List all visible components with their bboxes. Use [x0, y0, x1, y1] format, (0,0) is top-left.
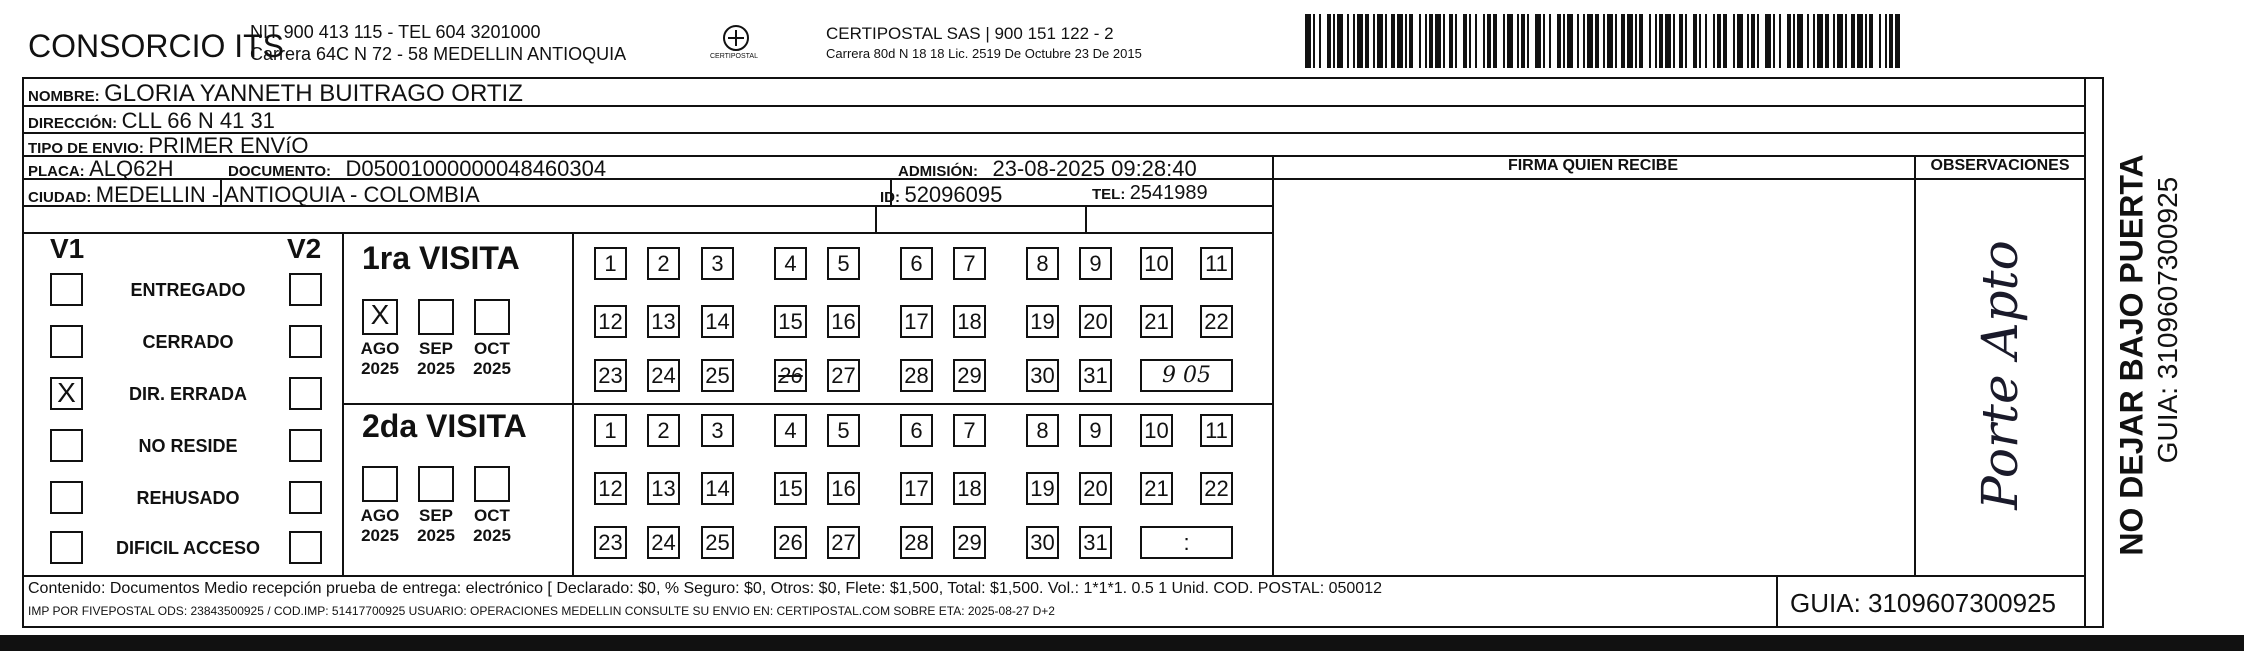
barcode-bar [1503, 14, 1505, 68]
day-box[interactable]: 3 [701, 414, 734, 447]
logo-text: CERTIPOSTAL [710, 53, 758, 60]
barcode-bar [1475, 14, 1477, 68]
barcode-bar [1793, 14, 1795, 68]
observations-header: OBSERVACIONES [1930, 157, 2070, 174]
barcode-bar [1779, 14, 1781, 68]
day-box[interactable]: 9 [1079, 414, 1112, 447]
day-box[interactable]: 26 [774, 359, 807, 392]
month-name: SEP [418, 506, 454, 525]
barcode-bar [1463, 14, 1467, 68]
day-box[interactable]: 19 [1026, 305, 1059, 338]
month-name: OCT [474, 506, 510, 525]
day-box[interactable]: 15 [774, 305, 807, 338]
barcode-bar [1587, 14, 1593, 68]
barcode-bar [1837, 14, 1843, 68]
barcode-bar [1885, 14, 1887, 68]
day-box[interactable]: 19 [1026, 472, 1059, 505]
footer-guide: GUIA: 3109607300925 [1790, 588, 2056, 618]
day-box[interactable]: 14 [701, 305, 734, 338]
barcode-bar [1833, 14, 1835, 68]
admission-value: 23-08-2025 09:28:40 [992, 156, 1197, 181]
month-year: 2025 [361, 359, 399, 378]
day-box[interactable]: 15 [774, 472, 807, 505]
barcode-bar [1535, 14, 1541, 68]
month-year: 2025 [473, 526, 511, 545]
day-box[interactable]: 31 [1079, 526, 1112, 559]
day-box[interactable]: 17 [900, 472, 933, 505]
address-field: DIRECCIÓN: CLL 66 N 41 31 [28, 108, 275, 133]
status-label: NO RESIDE [138, 436, 238, 456]
day-box[interactable]: 21 [1140, 472, 1173, 505]
v2-checkbox[interactable] [289, 377, 322, 410]
handwritten-observation: Porte Apto [1971, 240, 2029, 510]
day-box[interactable]: 4 [774, 414, 807, 447]
barcode-bar [1639, 14, 1643, 68]
barcode-bar [1673, 14, 1675, 68]
barcode-bar [1813, 14, 1815, 68]
day-box[interactable]: 28 [900, 359, 933, 392]
barcode-bar [1397, 14, 1403, 68]
month-year: 2025 [361, 526, 399, 545]
admission-field: ADMISIÓN: 23-08-2025 09:28:40 [898, 156, 1197, 181]
month-label [355, 339, 405, 379]
name-field: NOMBRE: GLORIA YANNETH BUITRAGO ORTIZ [28, 80, 523, 107]
barcode-bar [1305, 14, 1311, 68]
barcode-bar [1737, 14, 1743, 68]
v2-checkbox[interactable] [289, 531, 322, 564]
v2-checkbox[interactable] [289, 429, 322, 462]
v1-checkbox[interactable] [50, 325, 83, 358]
barcode-bar [1353, 14, 1355, 68]
time-box[interactable]: 9 05 [1140, 359, 1233, 392]
barcode-bar [1419, 14, 1421, 68]
barcode-bar [1357, 14, 1363, 68]
recipient-name: GLORIA YANNETH BUITRAGO ORTIZ [104, 80, 523, 107]
day-box[interactable]: 27 [827, 526, 860, 559]
day-box[interactable]: 12 [594, 472, 627, 505]
barcode-bar [1493, 14, 1497, 68]
day-box[interactable]: 23 [594, 526, 627, 559]
barcode-bar [1627, 14, 1633, 68]
barcode-bar [1435, 14, 1441, 68]
frame-divider [2084, 77, 2086, 628]
day-box[interactable]: 18 [953, 305, 986, 338]
day-box[interactable]: 22 [1200, 305, 1233, 338]
day-box[interactable]: 30 [1026, 526, 1059, 559]
day-box[interactable]: 8 [1026, 414, 1059, 447]
day-box[interactable]: 27 [827, 359, 860, 392]
day-box[interactable]: 3 [701, 247, 734, 280]
barcode-bar [1521, 14, 1525, 68]
barcode-bar [1313, 14, 1315, 68]
day-box[interactable]: 10 [1140, 247, 1173, 280]
barcode-bar [1577, 14, 1579, 68]
v2-checkbox[interactable] [289, 481, 322, 514]
barcode-bar [1567, 14, 1573, 68]
status-label: REHUSADO [136, 488, 240, 508]
barcode-bar [1879, 14, 1881, 68]
barcode-bar [1391, 14, 1395, 68]
barcode-bar [1659, 14, 1663, 68]
day-box[interactable]: 24 [647, 359, 680, 392]
month-year: 2025 [417, 526, 455, 545]
month-checkbox[interactable] [474, 466, 510, 502]
barcode-bar [1865, 14, 1867, 68]
status-label: DIR. ERRADA [128, 384, 247, 404]
barcode-bar [1327, 14, 1331, 68]
shipment-type: PRIMER ENVíO [148, 133, 309, 158]
barcode-bar [1595, 14, 1599, 68]
side-guide: GUIA: 3109607300925 [2152, 176, 2183, 464]
barcode-bar [1733, 14, 1735, 68]
barcode-bar [1693, 14, 1697, 68]
day-box[interactable]: 16 [827, 305, 860, 338]
barcode-bar [1405, 14, 1407, 68]
day-box[interactable]: 31 [1079, 359, 1112, 392]
month-name: AGO [360, 339, 400, 358]
day-box[interactable]: 17 [900, 305, 933, 338]
company-name: CONSORCIO ITS [28, 28, 285, 64]
month-checkbox[interactable] [362, 466, 398, 502]
city-value: MEDELLIN - ANTIOQUIA - COLOMBIA [95, 182, 480, 207]
id-value: 52096095 [904, 182, 1003, 207]
barcode-bar [1557, 14, 1561, 68]
day-box[interactable]: 23 [594, 359, 627, 392]
footer-imp: IMP POR FIVEPOSTAL ODS: 23843500925 / COD.IMP: 51417700925 USUARIO: OPERACIONES MEDELLIN CONSULTE SU ENVIO EN: CERTIPOSTAL.COM SOBRE ETA: 2025-08-27 D+2 [28, 604, 1055, 618]
footer-content: Contenido: Documentos Medio recepción prueba de entrega: electrónico [ Declarado: $0, % Seguro: $0, Otros: $0, Flete: $1,500, Total: $1,500. Vol.: 1*1*1. 0.5 1 Unid. COD. POSTAL: 050012 [28, 580, 1382, 597]
month-label [467, 506, 517, 546]
day-box[interactable]: 1 [594, 414, 627, 447]
status-label: CERRADO [142, 332, 234, 352]
company-nit: NIT 900 413 115 - TEL 604 3201000 [250, 22, 541, 42]
barcode-bar [1787, 14, 1791, 68]
barcode-bar [1889, 14, 1893, 68]
day-box[interactable]: 6 [900, 247, 933, 280]
barcode-bar [1337, 14, 1343, 68]
day-box[interactable]: 13 [647, 305, 680, 338]
v1-checkbox[interactable] [50, 531, 83, 564]
barcode-bar [1851, 14, 1855, 68]
barcode-bar [1455, 14, 1457, 68]
barcode-bar [1665, 14, 1671, 68]
barcode-bar [1649, 14, 1651, 68]
barcode-bar [1825, 14, 1829, 68]
barcode-bar [1845, 14, 1847, 68]
day-box[interactable]: 20 [1079, 472, 1112, 505]
day-box[interactable]: 30 [1026, 359, 1059, 392]
type-field: TIPO DE ENVIO: PRIMER ENVíO [28, 133, 309, 158]
barcode-bar [1869, 14, 1873, 68]
barcode-bar [1443, 14, 1445, 68]
barcode-bar [1563, 14, 1565, 68]
barcode-bar [1543, 14, 1545, 68]
bottom-black-band [0, 635, 2244, 651]
month-label [411, 506, 461, 546]
city-field: CIUDAD: MEDELLIN - ANTIOQUIA - COLOMBIA [28, 182, 480, 207]
month-checkbox[interactable] [474, 299, 510, 335]
recipient-address: CLL 66 N 41 31 [121, 108, 275, 133]
barcode-bar [1507, 14, 1513, 68]
day-box[interactable]: 13 [647, 472, 680, 505]
month-year: 2025 [473, 359, 511, 378]
first-visit-title: 1ra VISITA [362, 240, 520, 276]
barcode-bar [1347, 14, 1349, 68]
day-box[interactable]: 10 [1140, 414, 1173, 447]
month-label [411, 339, 461, 379]
day-box[interactable]: 21 [1140, 305, 1173, 338]
barcode-bar [1751, 14, 1755, 68]
day-box[interactable]: 29 [953, 526, 986, 559]
barcode-bar [1319, 14, 1321, 68]
time-box[interactable]: : [1140, 526, 1233, 559]
day-box[interactable]: 24 [647, 526, 680, 559]
day-box[interactable]: 12 [594, 305, 627, 338]
barcode-bar [1377, 14, 1383, 68]
barcode-bar [1527, 14, 1529, 68]
day-box[interactable]: 25 [701, 526, 734, 559]
signature-header: FIRMA QUIEN RECIBE [1507, 157, 1679, 174]
v1-checkbox[interactable] [50, 429, 83, 462]
month-checkbox[interactable] [418, 299, 454, 335]
barcode-bar [1723, 14, 1727, 68]
barcode-bar [1757, 14, 1759, 68]
v1-checkbox[interactable]: X [50, 377, 83, 410]
day-box[interactable]: 14 [701, 472, 734, 505]
barcode [1305, 14, 1900, 68]
day-box[interactable]: 29 [953, 359, 986, 392]
barcode-bar [1747, 14, 1749, 68]
barcode-bar [1373, 14, 1375, 68]
day-box[interactable]: 22 [1200, 472, 1233, 505]
month-name: AGO [360, 506, 400, 525]
day-box[interactable]: 11 [1200, 247, 1233, 280]
barcode-bar [1773, 14, 1775, 68]
barcode-bar [1621, 14, 1625, 68]
v2-header: V2 [287, 233, 322, 264]
day-box[interactable]: 7 [953, 247, 986, 280]
barcode-bar [1483, 14, 1485, 68]
barcode-bar [1603, 14, 1605, 68]
barcode-bar [1487, 14, 1491, 68]
month-name: OCT [474, 339, 510, 358]
barcode-bar [1817, 14, 1823, 68]
v2-checkbox[interactable] [289, 325, 322, 358]
day-box[interactable]: 18 [953, 472, 986, 505]
document-field: DOCUMENTO: D05001000000048460304 [228, 156, 607, 181]
barcode-bar [1705, 14, 1707, 68]
month-checkbox[interactable]: X [362, 299, 398, 335]
barcode-bar [1679, 14, 1683, 68]
month-label [355, 506, 405, 546]
courier-name: CERTIPOSTAL SAS | 900 151 122 - 2 [826, 24, 1114, 43]
company-address: Carrera 64C N 72 - 58 MEDELLIN ANTIOQUIA [250, 44, 627, 64]
barcode-bar [1385, 14, 1387, 68]
barcode-bar [1425, 14, 1427, 68]
barcode-bar [1713, 14, 1715, 68]
barcode-bar [1717, 14, 1721, 68]
id-field: ID: 52096095 [880, 182, 1003, 207]
barcode-bar [1685, 14, 1687, 68]
courier-license: Carrera 80d N 18 18 Lic. 2519 De Octubre 23 De 2015 [826, 46, 1142, 61]
barcode-bar [1549, 14, 1551, 68]
day-box[interactable]: 11 [1200, 414, 1233, 447]
v1-header: V1 [50, 233, 85, 264]
month-label [467, 339, 517, 379]
day-box[interactable]: 2 [647, 247, 680, 280]
second-visit-title: 2da VISITA [362, 408, 527, 444]
barcode-bar [1469, 14, 1471, 68]
day-box[interactable]: 5 [827, 414, 860, 447]
barcode-bar [1797, 14, 1803, 68]
barcode-bar [1449, 14, 1453, 68]
plate-field: PLACA: ALQ62H [28, 156, 174, 181]
day-box[interactable]: 7 [953, 414, 986, 447]
day-box[interactable]: 16 [827, 472, 860, 505]
barcode-bar [1517, 14, 1519, 68]
barcode-bar [1765, 14, 1771, 68]
barcode-bar [1655, 14, 1657, 68]
day-box[interactable]: 26 [774, 526, 807, 559]
day-box[interactable]: 9 [1079, 247, 1112, 280]
barcode-bar [1583, 14, 1585, 68]
document-value: D05001000000048460304 [345, 156, 607, 181]
barcode-bar [1895, 14, 1900, 68]
barcode-bar [1699, 14, 1701, 68]
barcode-bar [1333, 14, 1335, 68]
day-box[interactable]: 25 [701, 359, 734, 392]
barcode-bar [1807, 14, 1809, 68]
month-year: 2025 [417, 359, 455, 378]
v1-checkbox[interactable] [50, 273, 83, 306]
day-box[interactable]: 8 [1026, 247, 1059, 280]
day-box[interactable]: 6 [900, 414, 933, 447]
barcode-bar [1635, 14, 1637, 68]
tel-value: 2541989 [1129, 182, 1208, 204]
month-checkbox[interactable] [418, 466, 454, 502]
day-box[interactable]: 1 [594, 247, 627, 280]
barcode-bar [1607, 14, 1613, 68]
v1-checkbox[interactable] [50, 481, 83, 514]
barcode-bar [1857, 14, 1863, 68]
day-box[interactable]: 5 [827, 247, 860, 280]
tel-field: TEL: 2541989 [1092, 182, 1208, 204]
month-name: SEP [418, 339, 454, 358]
barcode-bar [1409, 14, 1413, 68]
barcode-bar [1615, 14, 1617, 68]
day-box[interactable]: 4 [774, 247, 807, 280]
v2-checkbox[interactable] [289, 273, 322, 306]
day-box[interactable]: 28 [900, 526, 933, 559]
barcode-bar [1429, 14, 1433, 68]
certipostal-logo [706, 22, 766, 66]
barcode-bar [1365, 14, 1369, 68]
no-dejar-text: NO DEJAR BAJO PUERTA [2113, 154, 2150, 556]
plate-value: ALQ62H [89, 156, 174, 181]
status-label: ENTREGADO [130, 280, 246, 300]
day-box[interactable]: 20 [1079, 305, 1112, 338]
status-label: DIFICIL ACCESO [115, 538, 260, 558]
day-box[interactable]: 2 [647, 414, 680, 447]
